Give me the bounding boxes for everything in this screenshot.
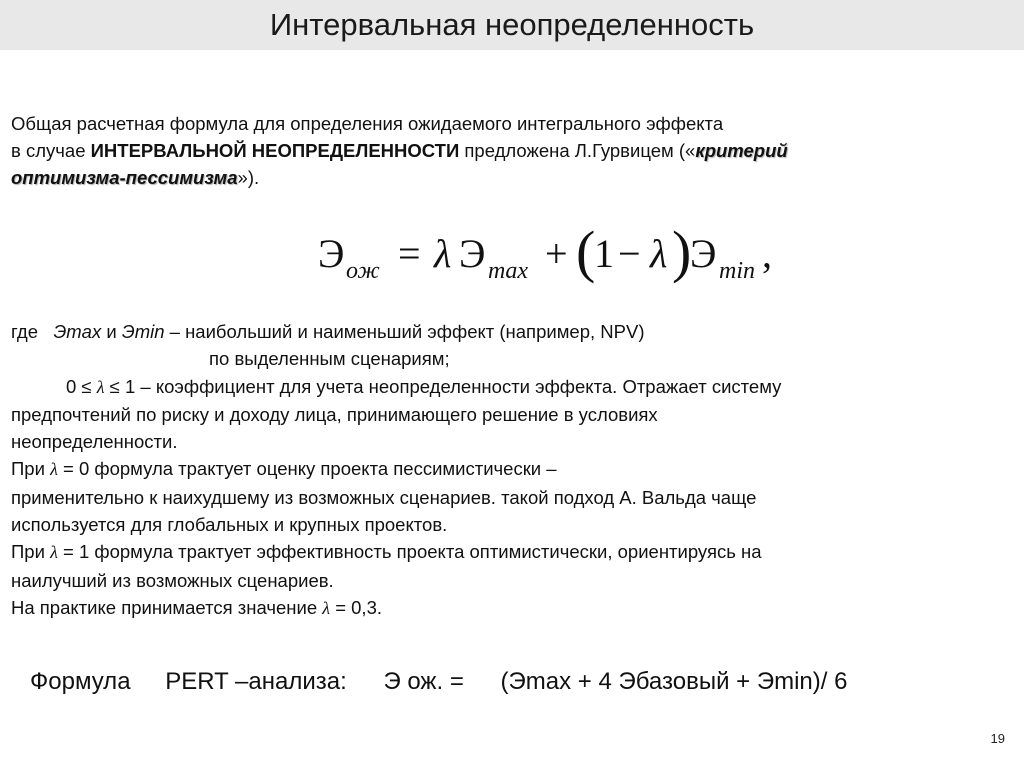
slide-header [0,0,1024,50]
page-number: 19 [990,731,1005,746]
formula-lambda: λ [434,231,452,276]
body-line-1 [11,318,1016,345]
body-line-6 [11,455,1016,483]
lambda-symbol: λ [50,459,58,480]
formula-e-max-sub: max [488,258,528,284]
when-word-1: При [11,458,51,480]
hurwicz-formula [318,219,788,292]
optimistic-case-text: = 1 формула трактует эффективность проекта оптимистически, ориентируясь на [57,541,762,563]
lambda-symbol: λ [322,597,331,618]
emin-term: Эmin [121,321,165,342]
effect-description: – наибольший и наименьший эффект (например, NPV) [164,321,645,342]
formula-e-max: Э [459,231,486,276]
range-prefix: 0 ≤ [66,375,97,397]
lambda-symbol: λ [50,542,58,563]
body-line-4: предпочтений по риску и доходу лица, принимающего решение в условиях [11,403,658,425]
body-line-7: применительно к наихудшему из возможных сценариев. такой подход А. Вальда чаще [11,486,757,508]
intro-line-2 [11,137,1011,164]
criterion-term-2: оптимизма-пессимизма [11,167,238,188]
pert-label-formula: Формула [30,668,131,695]
coefficient-description: ≤ 1 – коэффициент для учета неопределенности эффекта. Отражает систему [104,375,782,397]
formula-lambda-2: λ [650,231,668,276]
body-line-3 [11,373,1016,401]
formula-e-min: Э [690,231,717,276]
intro-paragraph [11,110,1011,191]
intro-line-3 [11,164,1011,191]
formula-e-min-sub: min [719,258,755,284]
formula-one: 1 [594,231,614,276]
formula-minus: − [618,231,641,276]
slide-title: Интервальная неопределенность [269,7,755,42]
pert-formula [30,668,847,696]
and-word: и [101,321,122,342]
body-line-9 [11,538,1016,566]
formula-left-paren: ( [576,219,596,284]
practice-prefix: На практике принимается значение [11,596,323,618]
explanation-text [11,318,1016,622]
body-line-8: используется для глобальных и крупных проектов. [11,514,448,536]
pessimistic-case-text: = 0 формула трактует оценку проекта пессимистически – [57,458,557,480]
formula-equals: = [398,231,421,276]
intro-line-1: Общая расчетная формула для определения ожидаемого интегрального эффекта [11,113,724,134]
body-line-10: наилучший из возможных сценариев. [11,569,334,591]
interval-uncertainty-bold: ИНТЕРВАЛЬНОЙ НЕОПРЕДЕЛЕННОСТИ [90,140,460,161]
emax-term: Эmax [53,321,102,342]
body-line-5: неопределенности. [11,431,178,453]
when-word-2: При [11,541,51,563]
practice-value: = 0,3. [330,596,383,618]
formula-lhs: Э [318,231,345,276]
intro-line-2-post: предложена Л.Гурвицем (« [459,140,696,161]
pert-lhs: Э ож. = [383,668,464,695]
intro-line-2-pre: в случае [11,140,91,161]
pert-rhs: (Эmax + 4 Эбазовый + Эmin)/ 6 [500,668,848,695]
where-label: где [11,321,39,342]
criterion-term-1: критерий [695,140,788,161]
pert-label-analysis: PERT –анализа: [165,668,347,695]
lambda-symbol: λ [96,376,105,397]
formula-comma: , [762,231,772,276]
formula-lhs-sub: ож [346,258,380,284]
body-line-11 [11,594,1016,622]
intro-line-3-post: »). [237,167,260,188]
body-line-2: по выделенным сценариям; [209,348,450,370]
formula-right-paren: ) [672,219,692,284]
formula-plus: + [545,231,568,276]
